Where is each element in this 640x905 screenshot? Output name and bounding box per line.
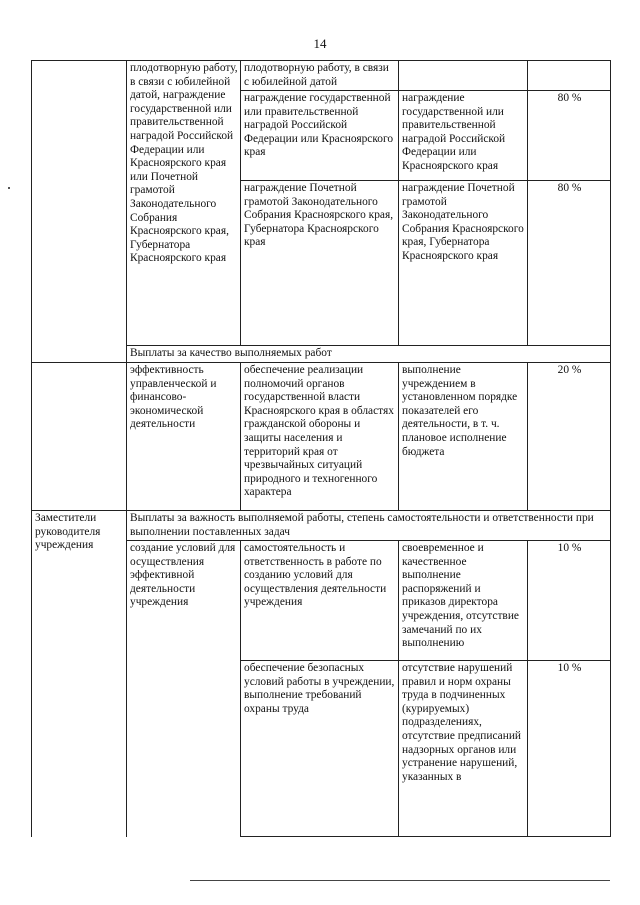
table-row	[32, 363, 611, 511]
percent-cell: 80 %	[528, 181, 611, 346]
percent-cell	[528, 61, 611, 91]
indicator-cell	[399, 61, 528, 91]
condition-cell: обеспечение безопасных условий работы в учреждении, выполнение требований охраны труда	[241, 661, 399, 837]
scan-speck	[8, 187, 10, 189]
section-heading-quality: Выплаты за качество выполняемых работ	[127, 346, 611, 363]
condition-cell: самостоятельность и ответственность в работе по созданию условий для осуществления деятельности учреждения	[241, 541, 399, 661]
criteria-cell: плодотворную работу, в связи с юбилейной датой, награждение государственной или правительственной наградой Российской Федерации или Красноярского края или Почетной грамотой Законодательного Собрания Красноярского края, Губернатора Красноярского края	[127, 61, 241, 346]
indicator-cell: выполнение учреждением в установленном порядке показателей его деятельности, в т. ч. плановое исполнение бюджета	[399, 363, 528, 511]
condition-cell: обеспечение реализации полномочий органов государственной власти Красноярского края в областях гражданской обороны и защиты населения и территорий края от чрезвычайных ситуаций природного и техногенного характера	[241, 363, 399, 511]
table-row	[32, 61, 611, 91]
criteria-cell: создание условий для осуществления эффективной деятельности учреждения	[127, 541, 241, 837]
indicator-cell: своевременное и качественное выполнение распоряжений и приказов директора учреждения, отсутствие замечаний по их выполнению	[399, 541, 528, 661]
indicator-cell: отсутствие нарушений правил и норм охраны труда в подчиненных (курируемых) подразделениях, отсутствие предписаний надзорных органов или устранение нарушений, указанных в	[399, 661, 528, 837]
percent-cell: 10 %	[528, 661, 611, 837]
position-cell-deputies: Заместители руководителя учреждения	[32, 511, 127, 837]
indicator-cell: награждение государственной или правительственной наградой Российской Федерации или Красноярского края	[399, 91, 528, 181]
condition-cell: плодотворную работу, в связи с юбилейной датой	[241, 61, 399, 91]
page-number: 14	[313, 36, 327, 51]
bonus-criteria-table	[31, 60, 611, 837]
percent-cell: 10 %	[528, 541, 611, 661]
condition-cell: награждение Почетной грамотой Законодательного Собрания Красноярского края, Губернатора Красноярского края	[241, 181, 399, 346]
bottom-rule	[190, 880, 610, 881]
percent-cell: 80 %	[528, 91, 611, 181]
section-heading-importance: Выплаты за важность выполняемой работы, степень самостоятельности и ответственности при выполнении поставленных задач	[127, 511, 611, 541]
position-cell-empty	[32, 61, 127, 363]
section-row	[32, 511, 611, 541]
condition-cell: награждение государственной или правительственной наградой Российской Федерации или Красноярского края	[241, 91, 399, 181]
position-cell-empty	[32, 363, 127, 511]
criteria-cell: эффективность управленческой и финансово-экономической деятельности	[127, 363, 241, 511]
indicator-cell: награждение Почетной грамотой Законодательного Собрания Красноярского края, Губернатора Красноярского края	[399, 181, 528, 346]
percent-cell: 20 %	[528, 363, 611, 511]
